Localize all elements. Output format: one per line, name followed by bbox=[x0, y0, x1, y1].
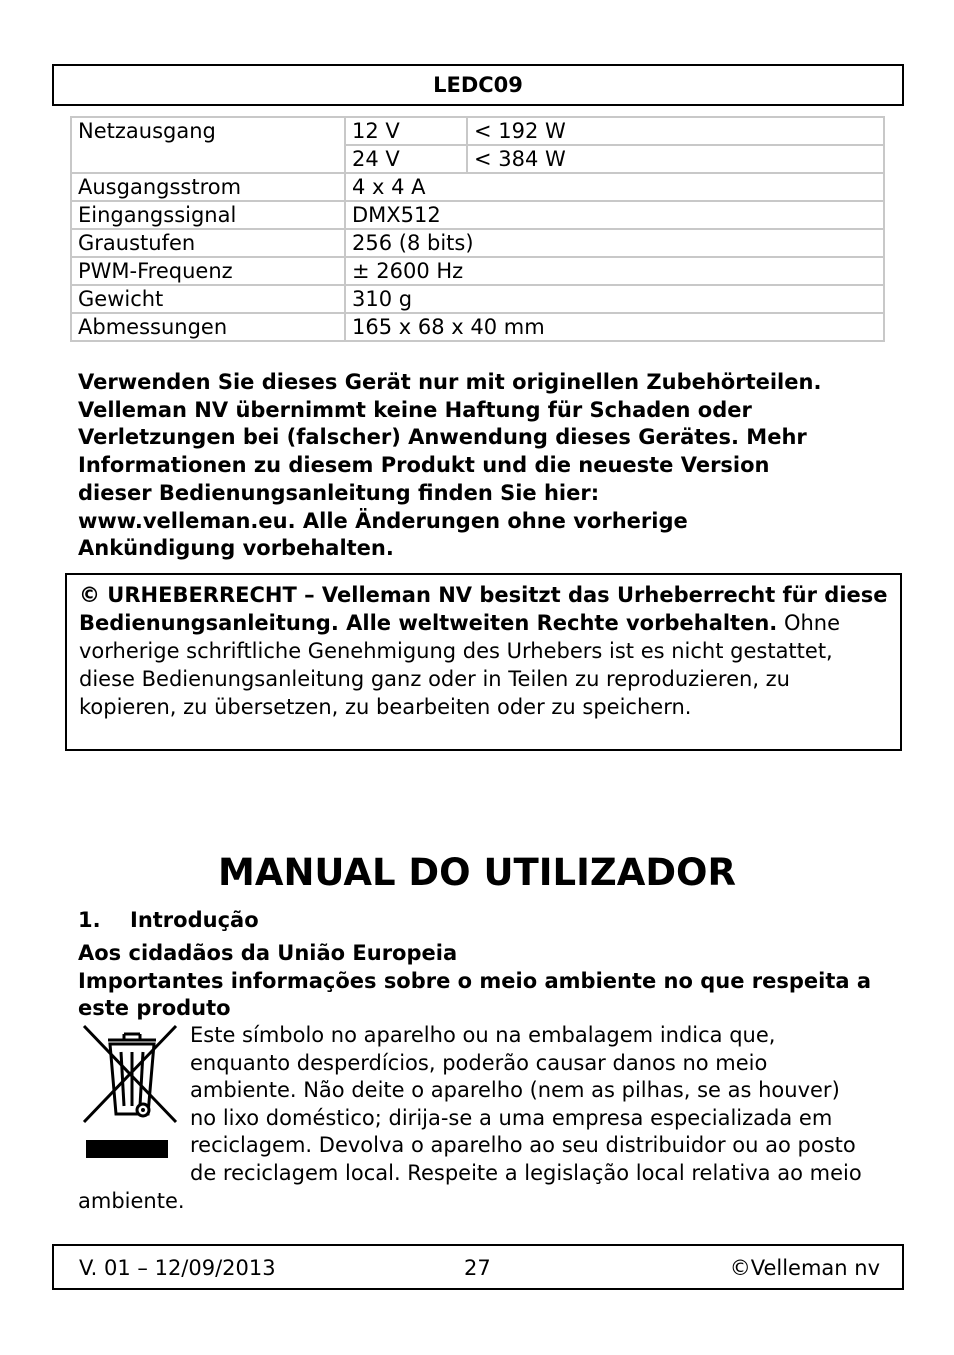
spec-value: 310 g bbox=[345, 285, 884, 313]
table-row bbox=[71, 201, 884, 229]
page-footer bbox=[52, 1244, 904, 1290]
spec-label: Gewicht bbox=[71, 285, 345, 313]
model-name: LEDC09 bbox=[433, 73, 523, 97]
crossed-out-bin-icon bbox=[80, 1022, 180, 1162]
table-row bbox=[71, 229, 884, 257]
weee-paragraph bbox=[78, 1022, 868, 1215]
spec-table bbox=[70, 116, 885, 342]
spec-label: Abmessungen bbox=[71, 313, 345, 341]
spec-value: 256 (8 bits) bbox=[345, 229, 884, 257]
notice-line: Ankündigung vorbehalten. bbox=[78, 536, 394, 561]
section-heading bbox=[78, 906, 259, 934]
footer-version: V. 01 – 12/09/2013 bbox=[79, 1256, 276, 1280]
spec-label: Eingangssignal bbox=[71, 201, 345, 229]
copyright-text: Ohne vorherige schriftliche Genehmigung des Urhebers ist es nicht gestattet, diese Bedienungsanleitung ganz oder in Teilen zu reproduzieren, zu kopieren, zu übersetzen, zu bearbeiten oder zu speichern. bbox=[79, 611, 841, 719]
table-row bbox=[71, 173, 884, 201]
spec-power: < 192 W bbox=[467, 117, 884, 145]
notice-line: www.velleman.eu. Alle Änderungen ohne vorherige bbox=[78, 508, 688, 533]
spec-value: ± 2600 Hz bbox=[345, 257, 884, 285]
subheading-eu-citizens: Aos cidadãos da União Europeia bbox=[78, 941, 458, 965]
document-header bbox=[52, 64, 904, 106]
table-row bbox=[71, 285, 884, 313]
copyright-bold-text: © URHEBERRECHT – Velleman NV besitzt das Urheberrecht für diese Bedienungsanleitung. Alle weltweiten Rechte vorbehalten. bbox=[79, 583, 888, 635]
spec-label: Ausgangsstrom bbox=[71, 173, 345, 201]
table-row bbox=[71, 117, 884, 145]
notice-line: Verwenden Sie dieses Gerät nur mit originellen Zubehörteilen. bbox=[78, 370, 822, 394]
spec-label: PWM-Frequenz bbox=[71, 257, 345, 285]
section-number: 1. bbox=[78, 908, 101, 932]
manual-title: MANUAL DO UTILIZADOR bbox=[218, 851, 736, 894]
usage-notice bbox=[78, 369, 898, 563]
notice-line: Informationen zu diesem Produkt und die neueste Version bbox=[78, 453, 770, 478]
table-row bbox=[71, 257, 884, 285]
subheading-environment: Importantes informações sobre o meio ambiente no que respeita a este produto bbox=[78, 968, 872, 1020]
footer-page-number: 27 bbox=[464, 1256, 491, 1280]
copyright-box bbox=[65, 573, 902, 751]
notice-line: dieser Bedienungsanleitung finden Sie hier: bbox=[78, 480, 600, 505]
notice-line: Velleman NV übernimmt keine Haftung für Schaden oder bbox=[78, 397, 752, 422]
spec-value: 165 x 68 x 40 mm bbox=[345, 313, 884, 341]
footer-copyright: ©Velleman nv bbox=[729, 1256, 880, 1280]
spec-value: DMX512 bbox=[345, 201, 884, 229]
spec-label: Graustufen bbox=[71, 229, 345, 257]
spec-label: Netzausgang bbox=[71, 117, 345, 173]
spec-voltage: 24 V bbox=[345, 145, 467, 173]
subheadings bbox=[78, 940, 878, 1023]
weee-text: Este símbolo no aparelho ou na embalagem indica que, enquanto desperdícios, poderão causar danos no meio ambiente. Não deite o aparelho (nem as pilhas, se as houver) no lixo doméstico; dirija-se a uma empresa especializada em reciclagem. Devolva o aparelho ao seu distribuidor ou ao posto de reciclagem local. Respeite a legislação local relativa ao meio ambiente. bbox=[78, 1023, 862, 1213]
notice-line: Verletzungen bei (falscher) Anwendung dieses Gerätes. Mehr bbox=[78, 425, 807, 450]
spec-power: < 384 W bbox=[467, 145, 884, 173]
section-title: Introdução bbox=[130, 908, 259, 932]
table-row bbox=[71, 313, 884, 341]
spec-voltage: 12 V bbox=[345, 117, 467, 145]
spec-value: 4 x 4 A bbox=[345, 173, 884, 201]
